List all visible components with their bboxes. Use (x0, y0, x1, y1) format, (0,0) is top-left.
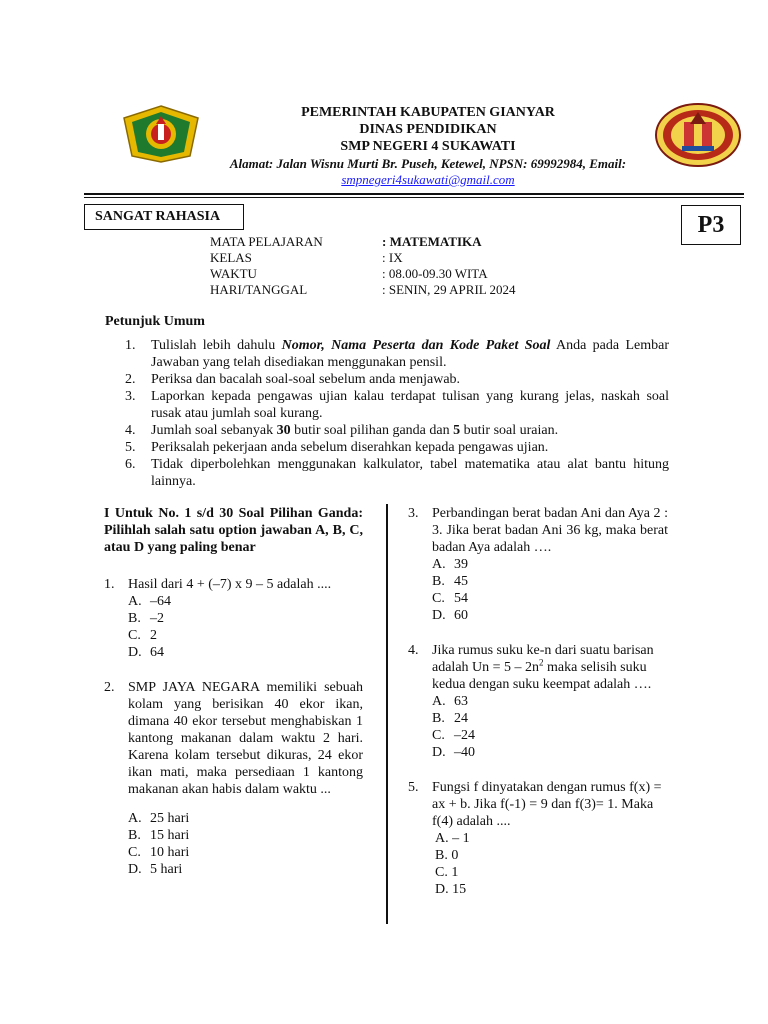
column-divider (386, 504, 388, 924)
option-letter: D. (432, 608, 446, 623)
exam-info (210, 234, 590, 300)
info-label: WAKTU (210, 266, 257, 281)
info-label: MATA PELAJARAN (210, 234, 323, 249)
info-row-subject (210, 234, 590, 250)
header-government: PEMERINTAH KABUPATEN GIANYAR (301, 105, 555, 120)
option-letter: A. (432, 557, 446, 572)
option-letter: B. (128, 611, 141, 626)
school-emblem-icon (654, 102, 742, 168)
option-letter: C. (128, 628, 141, 643)
question-text: SMP JAYA NEGARA memiliki sebuah kolam yang berisikan 40 ekor ikan, dimana 40 ekor tersebut menghabiskan 1 kantong makanan dalam waktu 2 hari. Karena kolam tersebut dikuras, 24 ekor ikan mati, maka persediaan 1 kantong makanan akan habis dalam waktu ... (128, 680, 363, 797)
question-3 (408, 505, 668, 624)
option-letter: A. (128, 594, 142, 609)
option-letter: A. (128, 811, 142, 826)
info-label: KELAS (210, 250, 252, 265)
option-text: –64 (150, 594, 171, 609)
option-text: 5 hari (150, 862, 183, 877)
question-number: 2. (104, 680, 115, 695)
option-text: 24 (454, 711, 468, 726)
answer-option-b[interactable] (128, 610, 363, 627)
answer-option-a[interactable] (432, 556, 668, 573)
info-value: : 08.00-09.30 WITA (382, 266, 488, 281)
question-1 (104, 576, 363, 661)
instruction-text: Tidak diperbolehkan menggunakan kalkulator, tabel matematika atau alat bantu hitung lainnya. (151, 457, 669, 489)
option-letter: D. (128, 862, 142, 877)
answer-options (128, 593, 363, 661)
question-number: 5. (408, 780, 419, 795)
answer-option-d[interactable] (432, 744, 668, 761)
question-text (432, 642, 668, 693)
option-letter: A. (432, 694, 446, 709)
option-text: –24 (454, 728, 475, 743)
answer-option-a[interactable] (432, 693, 668, 710)
question-text: Hasil dari 4 + (–7) x 9 – 5 adalah .... (128, 577, 332, 592)
instructions-title: Petunjuk Umum (105, 314, 205, 329)
answer-option-c[interactable]: C. 1 (435, 865, 459, 880)
left-column (104, 505, 363, 878)
answer-options (128, 810, 363, 878)
option-text: 39 (454, 557, 468, 572)
instruction-text: butir soal uraian. (460, 423, 559, 438)
right-column (408, 505, 668, 898)
option-letter: C. (432, 728, 445, 743)
instruction-item (125, 337, 669, 371)
question-2 (104, 679, 363, 878)
info-row-class (210, 250, 590, 266)
instruction-number: 5. (125, 440, 136, 455)
answer-option-b[interactable] (432, 710, 668, 727)
option-letter: D. (128, 645, 142, 660)
question-text-part: maka selisih suku kedua dengan suku keempat adalah …. (432, 660, 652, 692)
option-text: –2 (150, 611, 164, 626)
instruction-count-mc: 30 (276, 423, 291, 438)
question-4 (408, 642, 668, 761)
answer-option-d[interactable]: D. 15 (435, 882, 467, 897)
option-letter: C. (432, 591, 445, 606)
question-number: 3. (408, 506, 419, 521)
answer-option-d[interactable] (128, 861, 363, 878)
option-text: 10 hari (150, 845, 190, 860)
info-row-date (210, 282, 590, 298)
option-letter: B. (128, 828, 141, 843)
answer-option-c[interactable] (432, 727, 668, 744)
instruction-number: 1. (125, 338, 136, 353)
header-department: DINAS PENDIDIKAN (359, 122, 497, 137)
option-text: 45 (454, 574, 468, 589)
option-letter: C. (128, 845, 141, 860)
instruction-number: 6. (125, 457, 136, 472)
instruction-number: 2. (125, 372, 136, 387)
instruction-number: 4. (125, 423, 136, 438)
question-text: Perbandingan berat badan Ani dan Aya 2 : 3. Jika berat badan Ani 36 kg, maka berat badan Aya adalah …. (432, 506, 668, 555)
instruction-text: Periksa dan bacalah soal-soal sebelum anda menjawab. (151, 372, 461, 387)
question-5 (408, 779, 668, 898)
answer-option-d[interactable] (128, 644, 363, 661)
instruction-text: Laporkan kepada pengawas ujian kalau terdapat tulisan yang kurang jelas, naskah soal rusak atau jumlah soal kurang. (151, 389, 669, 421)
info-value: : IX (382, 250, 403, 265)
option-text: –40 (454, 745, 475, 760)
gianyar-regency-emblem-icon (120, 104, 202, 164)
option-text: 25 hari (150, 811, 190, 826)
info-label: HARI/TANGGAL (210, 282, 308, 297)
info-value: : SENIN, 29 APRIL 2024 (382, 282, 516, 297)
instruction-text: Anda pada Lembar Jawaban yang telah disediakan menggunakan pensil. (151, 338, 669, 370)
answer-option-b[interactable] (128, 827, 363, 844)
answer-options (432, 693, 668, 761)
instruction-item (125, 456, 669, 490)
package-code-badge: P3 (681, 205, 741, 245)
answer-option-a[interactable] (128, 810, 363, 827)
question-text: Fungsi f dinyatakan dengan rumus f(x) = ax + b. Jika f(-1) = 9 dan f(3)= 1. Maka f(4) adalah .... (432, 780, 662, 829)
instructions-list (125, 337, 669, 490)
instruction-number: 3. (125, 389, 136, 404)
answer-option-c[interactable] (128, 844, 363, 861)
option-letter: B. (432, 574, 445, 589)
header-email-link[interactable]: smpnegeri4sukawati@gmail.com (341, 172, 515, 187)
section-heading: I Untuk No. 1 s/d 30 Soal Pilihan Ganda: Pilihlah salah satu option jawaban A, B, C, atau D yang paling benar (104, 506, 363, 555)
option-text: 54 (454, 591, 468, 606)
instruction-count-essay: 5 (453, 423, 461, 438)
header-address: Alamat: Jalan Wisnu Murti Br. Puseh, Ketewel, NPSN: 69992984, Email: (229, 156, 627, 171)
answer-option-b[interactable]: B. 0 (435, 848, 459, 863)
instruction-text: butir soal pilihan ganda dan (290, 423, 454, 438)
option-text: 60 (454, 608, 468, 623)
answer-option-b[interactable] (432, 573, 668, 590)
instruction-item (125, 439, 669, 456)
option-letter: D. (432, 745, 446, 760)
option-text: 64 (150, 645, 164, 660)
instruction-text: Tulislah lebih dahulu (151, 338, 282, 353)
answer-option-c[interactable] (432, 590, 668, 607)
answer-option-a[interactable]: A. – 1 (435, 831, 470, 846)
header-divider-thin (84, 197, 744, 198)
option-text: 15 hari (150, 828, 190, 843)
instruction-text: Periksalah pekerjaan anda sebelum diserahkan kepada pengawas ujian. (151, 440, 549, 455)
answer-option-d[interactable] (432, 607, 668, 624)
instruction-text: Jumlah soal sebanyak (151, 423, 277, 438)
option-text: 63 (454, 694, 468, 709)
answer-option-c[interactable] (128, 627, 363, 644)
option-letter: B. (432, 711, 445, 726)
answer-options (432, 830, 668, 898)
secret-badge: SANGAT RAHASIA (84, 204, 244, 230)
info-row-time (210, 266, 590, 282)
instruction-item (125, 422, 669, 439)
option-text: 2 (150, 628, 157, 643)
answer-option-a[interactable] (128, 593, 363, 610)
instruction-item (125, 371, 669, 388)
instruction-item (125, 388, 669, 422)
instruction-emphasis: Nomor, Nama Peserta dan Kode Paket Soal (281, 338, 551, 353)
question-text-part: Jika rumus suku ke-n dari suatu barisan adalah Un = 5 – 2n (432, 643, 654, 675)
answer-options (432, 556, 668, 624)
info-value: : MATEMATIKA (382, 234, 482, 249)
question-number: 1. (104, 577, 115, 592)
question-number: 4. (408, 643, 419, 658)
header-school: SMP NEGERI 4 SUKAWATI (340, 139, 516, 154)
header-divider (84, 193, 744, 195)
question-exponent: 2 (539, 657, 544, 668)
